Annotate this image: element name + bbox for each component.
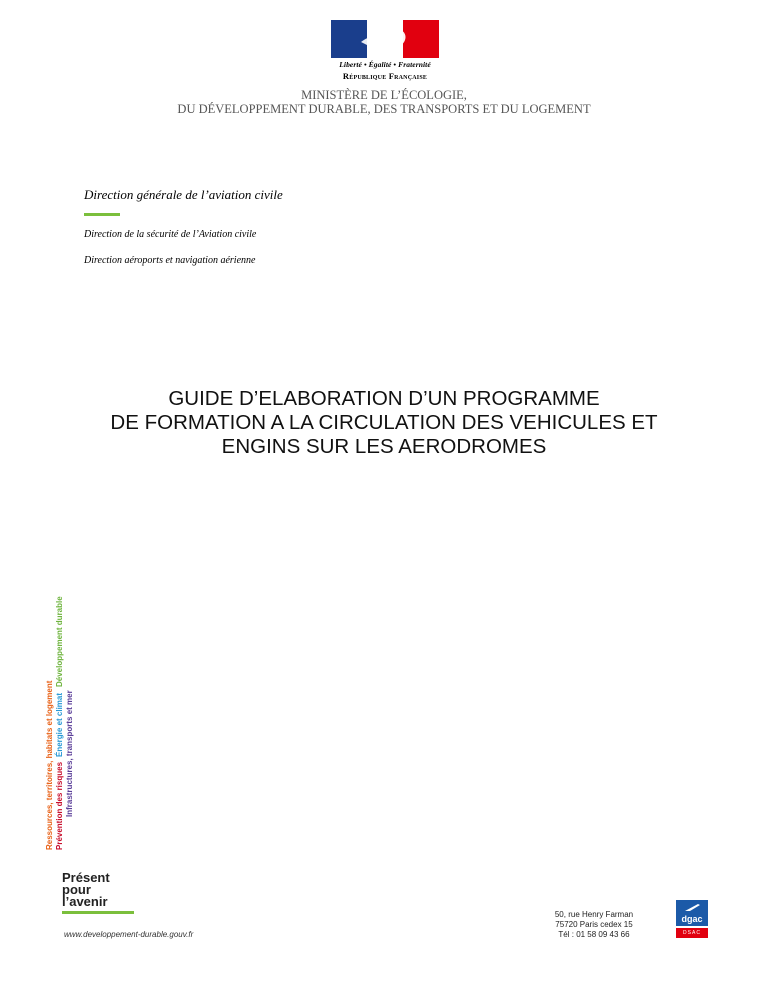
republic-name: République Française — [342, 71, 428, 81]
document-title-line1: GUIDE D’ELABORATION D’UN PROGRAMME — [168, 387, 600, 410]
theme-resources: Ressources, territoires, habitats et logement — [45, 680, 54, 850]
green-divider — [84, 213, 120, 216]
republic-motto: Liberté • Égalité • Fraternité — [339, 60, 431, 69]
present-pour-avenir-logo — [62, 872, 110, 908]
address-street: 50, rue Henry Farman — [554, 910, 634, 919]
document-title-line2: DE FORMATION A LA CIRCULATION DES VEHICULES ET — [110, 411, 658, 434]
present-line1: Présent — [62, 870, 110, 885]
dana-direction-label: Direction aéroports et navigation aérienne — [84, 255, 256, 266]
dgac-logo — [676, 900, 708, 938]
theme-infrastructures: Infrastructures, transports et mer — [65, 690, 74, 817]
ministry-name-line2: DU DÉVELOPPEMENT DURABLE, DES TRANSPORTS ET DU LOGEMENT — [177, 102, 591, 116]
marianne-logo — [330, 20, 440, 81]
present-line2: pour — [62, 882, 91, 897]
dgac-direction-label: Direction générale de l’aviation civile — [84, 187, 283, 202]
dsac-logo-text: DSAC — [676, 928, 708, 938]
plane-icon — [676, 900, 708, 914]
address-phone: Tél : 01 58 09 43 66 — [558, 930, 630, 939]
marianne-profile-icon — [351, 22, 421, 56]
ministry-name-line1: MINISTÈRE DE L’ÉCOLOGIE, — [301, 88, 467, 102]
document-title — [40, 387, 728, 459]
dgac-logo-text: dgac — [681, 914, 703, 924]
address-block — [540, 910, 648, 940]
address-city: 75720 Paris cedex 15 — [555, 920, 633, 929]
present-line3: l’avenir — [62, 894, 108, 909]
theme-sustainable-development: Développement durable — [55, 596, 64, 687]
green-underline — [62, 911, 134, 914]
theme-risk-prevention: Prévention des risques — [55, 761, 64, 850]
french-flag-icon — [331, 20, 439, 58]
ministry-themes — [40, 596, 100, 850]
website-link[interactable]: www.developpement-durable.gouv.fr — [64, 930, 194, 939]
dsac-direction-label: Direction de la sécurité de l’Aviation civile — [84, 229, 257, 240]
theme-energy-climate: Énergie et climat — [55, 692, 64, 757]
document-title-line3: ENGINS SUR LES AERODROMES — [221, 435, 547, 458]
